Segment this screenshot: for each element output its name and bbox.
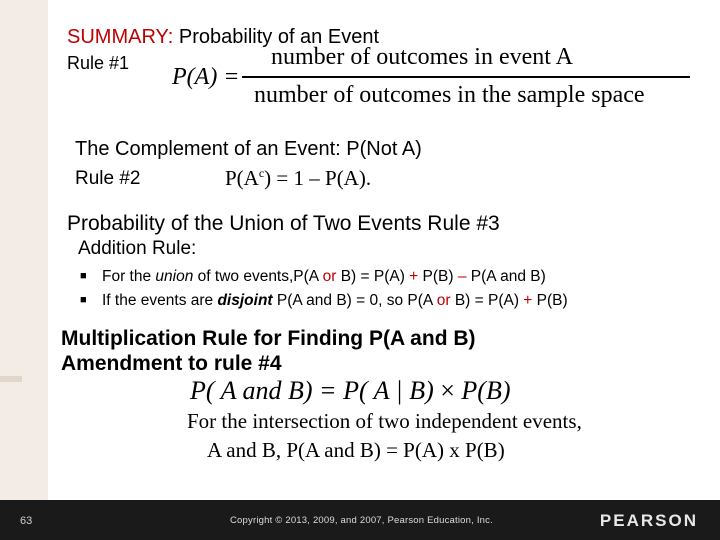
independent-events-line1: For the intersection of two independent events, — [187, 409, 582, 433]
independent-events-line2: A and B, P(A and B) = P(A) x P(B) — [207, 438, 505, 462]
side-accent-tick — [0, 376, 22, 382]
rule2-formula-sup: c — [258, 166, 265, 180]
bullet1-text-e: P(A and B) — [466, 268, 546, 285]
multiplication-title: Multiplication Rule for Finding P(A and B) — [61, 327, 476, 350]
union-title: Probability of the Union of Two Events Rule #3 — [67, 212, 500, 235]
bullet-square-icon: ■ — [80, 270, 87, 282]
bullet2-text-d: P(B) — [532, 292, 568, 309]
bullet1-text-b: of two events,P(A — [193, 268, 323, 285]
rule1-formula — [172, 44, 702, 114]
bullet2-text-b: P(A and B) = 0, so P(A — [272, 292, 437, 309]
bullet-square-icon: ■ — [80, 294, 87, 306]
bullet1-text-c: B) = P(A) — [336, 268, 410, 285]
complement-title: The Complement of an Event: P(Not A) — [75, 138, 422, 160]
bullet2-text-a: If the events are — [102, 292, 218, 309]
summary-rest: Probability of an Event — [173, 26, 380, 48]
bullet1-or: or — [322, 268, 337, 285]
multiplication-formula — [190, 376, 511, 406]
bullet-disjoint — [80, 292, 568, 310]
formula1-lhs: P(A) = — [172, 64, 240, 90]
rule2-formula — [225, 166, 371, 191]
bullet1-plus: + — [409, 268, 419, 285]
summary-label: SUMMARY: — [67, 26, 174, 48]
fraction-bar — [242, 76, 690, 78]
bullet2-italic: disjoint — [217, 292, 273, 309]
bullet1-minus: – — [457, 268, 467, 285]
bullet1-italic: union — [155, 268, 194, 285]
bullet2-or: or — [436, 292, 451, 309]
multiplication-subtitle: Amendment to rule #4 — [61, 352, 282, 375]
bullet-union — [80, 268, 546, 286]
formula1-numerator: number of outcomes in event A — [271, 44, 573, 70]
copyright-text: Copyright © 2013, 2009, and 2007, Pearson Education, Inc. — [230, 515, 493, 526]
pearson-logo: PEARSON — [599, 511, 698, 530]
rule2-formula-post: ) = 1 – P(A). — [264, 166, 372, 190]
formula1-denominator: number of outcomes in the sample space — [254, 82, 645, 108]
mult-formula-times: × — [440, 376, 455, 405]
side-accent-bar — [0, 0, 48, 500]
mult-formula-b: P(B) — [454, 376, 511, 405]
addition-title: Addition Rule: — [78, 238, 197, 259]
bullet2-plus: + — [523, 292, 533, 309]
bullet1-text-a: For the — [102, 268, 156, 285]
page-number: 63 — [20, 515, 33, 527]
rule1-label: Rule #1 — [67, 53, 130, 73]
mult-formula-a: P( A and B) = P( A | B) — [190, 376, 441, 405]
rule2-label: Rule #2 — [75, 168, 141, 189]
rule2-formula-pre: P(A — [225, 166, 259, 190]
bullet2-text-c: B) = P(A) — [450, 292, 524, 309]
bullet1-text-d: P(B) — [418, 268, 458, 285]
